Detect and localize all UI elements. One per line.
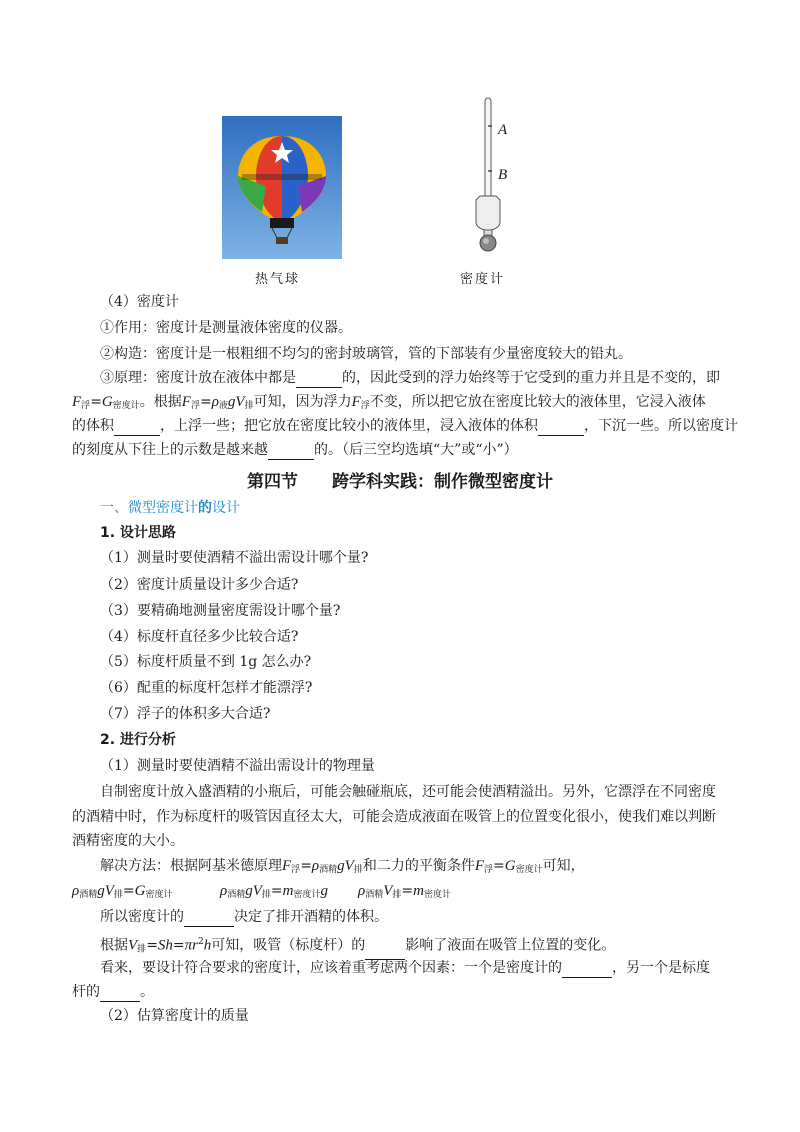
analysis-heading: 2. 进行分析 xyxy=(100,732,176,748)
hydrometer-image xyxy=(460,96,530,256)
analysis-solution: 解决方法：根据阿基米德原理$F_浮=\rho_{酒精}gV_排$和二力的平衡条件$F_浮=G_{密度计}$可知， xyxy=(100,858,585,875)
part4-principle-line2: $F_浮=G_{密度计}$。根据$F_浮=\rho_液gV_排$可知，因为浮力$F_浮$不变，所以把它放在密度比较大的液体里，它浸入液体 xyxy=(72,394,706,411)
answer-blank[interactable] xyxy=(100,985,140,1002)
part4-function: ①作用：密度计是测量液体密度的仪器。 xyxy=(100,320,352,336)
part4-structure: ②构造：密度计是一根粗细不均匀的密封玻璃管，管的下部装有少量密度较大的铅丸。 xyxy=(100,346,632,362)
answer-blank[interactable] xyxy=(562,961,612,978)
answer-blank[interactable] xyxy=(268,443,314,460)
answer-blank[interactable] xyxy=(296,371,342,388)
hydrometer-label-a: A xyxy=(498,122,508,138)
answer-blank[interactable] xyxy=(538,419,584,436)
part4-heading: （4）密度计 xyxy=(100,294,179,310)
hydrometer-caption: 密度计 xyxy=(460,272,506,287)
part4-principle-line3: 的体积 ，上浮一些；把它放在密度比较小的液体里，浸入液体的体积 ，下沉一些。所以密度计 xyxy=(72,418,738,434)
part4-principle-line1: ③原理：密度计放在液体中都是 的，因此受到的浮力始终等于它受到的重力并且是不变的，即 xyxy=(100,370,720,386)
analysis-conclusion-line1: 看来，要设计符合要求的密度计，应该着重考虑两个因素：一个是密度计的 ，另一个是标度 xyxy=(100,960,710,976)
analysis-sub1: （1）测量时要使酒精不溢出需设计的物理量 xyxy=(100,758,375,774)
design-item: （3）要精确地测量密度需设计哪个量? xyxy=(100,603,341,619)
section-title: 第四节 跨学科实践：制作微型密度计 xyxy=(247,472,553,492)
part4-principle-line4: 的刻度从下往上的示数是越来越 的。（后三空均选填“大”或“小”） xyxy=(72,442,518,458)
design-item: （4）标度杆直径多少比较合适? xyxy=(100,629,299,645)
design-item: （7）浮子的体积多大合适? xyxy=(100,706,271,722)
hydrometer-label-b: B xyxy=(498,167,508,183)
analysis-sub2: （2）估算密度计的质量 xyxy=(100,1008,249,1024)
answer-blank[interactable] xyxy=(114,419,160,436)
equation-1: $\rho_{酒精}gV_排=G_{密度计}$ xyxy=(72,883,173,900)
answer-blank[interactable] xyxy=(184,910,234,927)
analysis-therefore: 所以密度计的 决定了排开酒精的体积。 xyxy=(100,909,388,925)
design-item: （1）测量时要使酒精不溢出需设计哪个量? xyxy=(100,550,369,566)
analysis-according: 根据$V_排=Sh=\pi r^2h$可知，吸管（标度杆）的 影响了液面在吸管上位置的变化。 xyxy=(100,932,615,960)
analysis-para-line2: 的酒精中时，作为标度杆的吸管因直径太大，可能会造成液面在吸管上的位置变化很小，使我们难以判断 xyxy=(72,809,716,825)
design-item: （5）标度杆质量不到 1g 怎么办? xyxy=(100,654,312,670)
equation-3: $\rho_{酒精}V_排=m_{密度计}$ xyxy=(358,883,451,900)
analysis-para-line3: 酒精密度的大小。 xyxy=(72,833,184,849)
design-heading: 1. 设计思路 xyxy=(100,525,176,541)
balloon-caption: 热气球 xyxy=(255,272,301,287)
analysis-para-line1: 自制密度计放入盛酒精的小瓶后，可能会触碰瓶底，还可能会使酒精溢出。另外，它漂浮在不同密度 xyxy=(100,784,716,800)
design-item: （2）密度计质量设计多少合适? xyxy=(100,577,299,593)
hot-air-balloon-image xyxy=(222,116,342,259)
section-subhead: 一、微型密度计的设计 xyxy=(100,500,240,516)
design-item: （6）配重的标度杆怎样才能漂浮? xyxy=(100,680,313,696)
equation-2: $\rho_{酒精}gV_排=m_{密度计}g$ xyxy=(220,883,328,900)
analysis-conclusion-line2: 杆的 。 xyxy=(72,984,154,1000)
